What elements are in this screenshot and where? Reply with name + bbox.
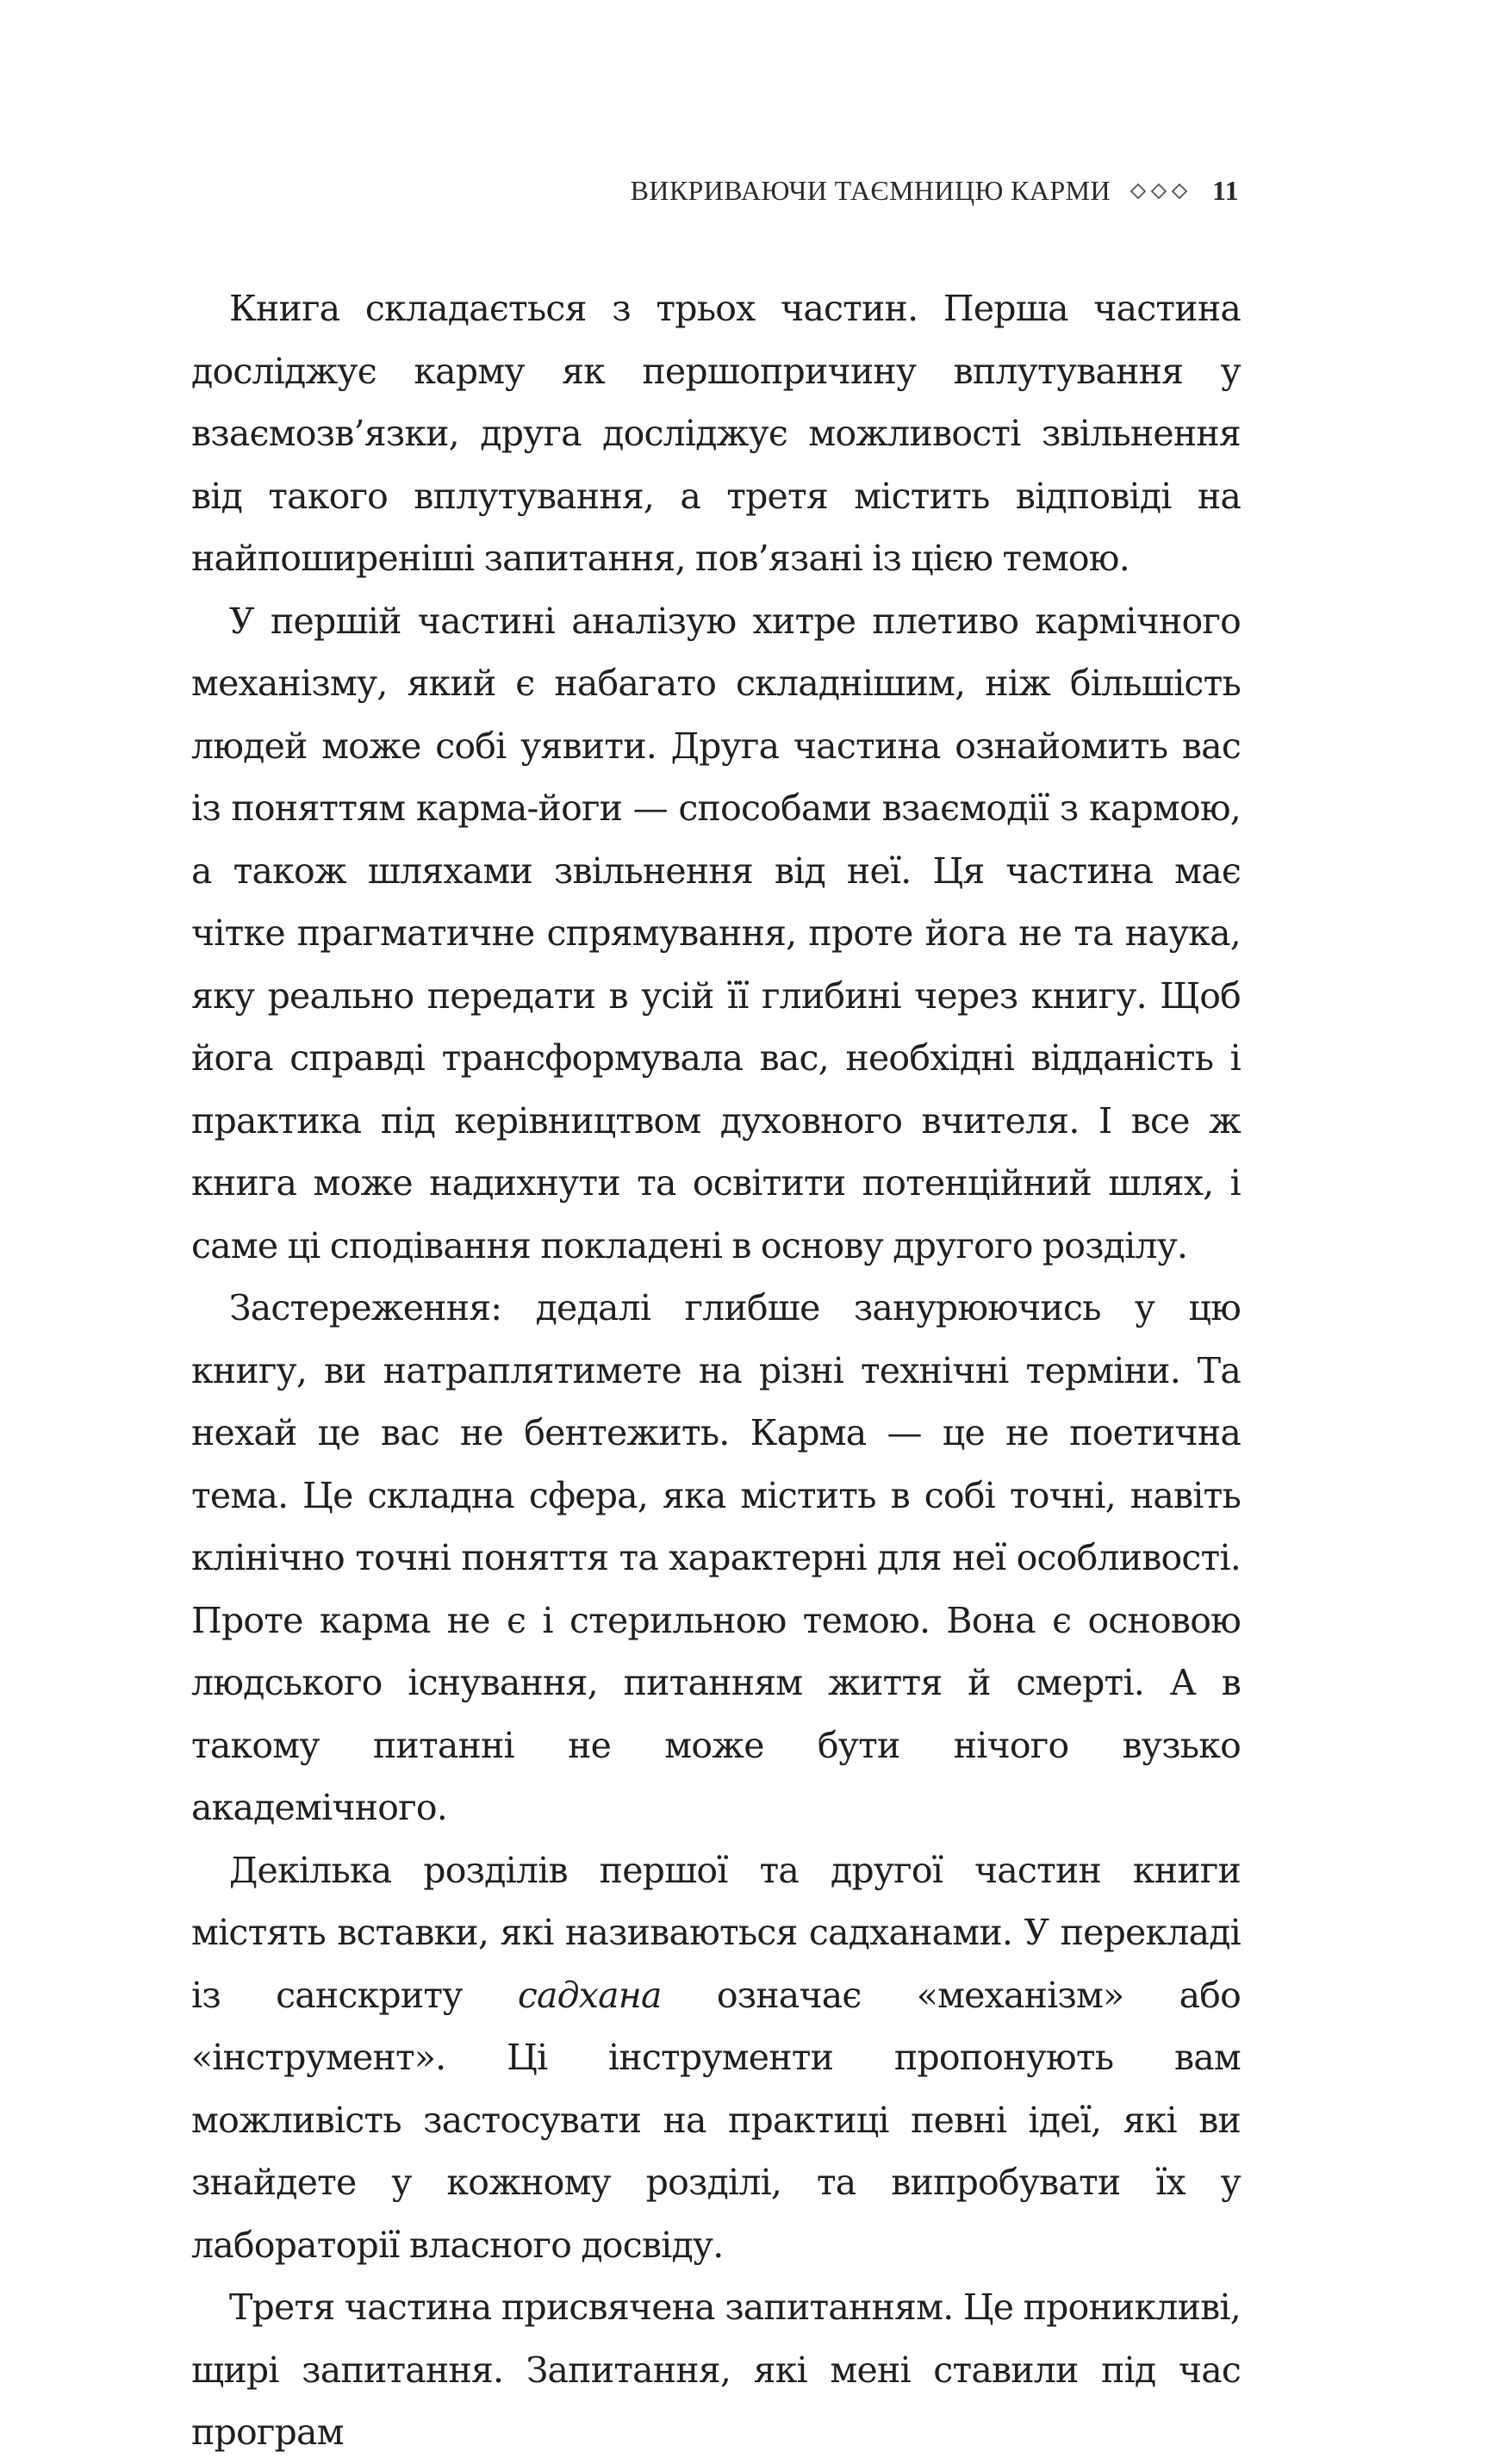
paragraph: Третя частина присвячена запитанням. Це проникливі, щирі запитання. Запитання, які мені ставили під час програм [191,2287,1241,2453]
three-diamonds-icon [1130,183,1188,200]
paragraph: Книга складається з трьох частин. Перша частина досліджує карму як першопричину вплутування у взаємозв’язки, друга досліджує можливості звільнення від такого вплутування, а третя містить відповіді на найпоширеніші запитання, пов’язані із цією темою. [191,288,1241,579]
paragraph-text: Декілька розділів першої та другої частин книги містять вставки, які називаються садханами. У перекладі із санскриту [191,1849,1241,2016]
paragraph: Застереження: дедалі глибше занурюючись у цю книгу, ви натраплятимете на різні технічні терміни. Та нехай це вас не бентежить. Карма — це не поетична тема. Це складна сфера, яка містить в собі точні, навіть клінічно точні поняття та характерні для неї особливості. Проте карма не є і стерильною темою. Вона є основою людського існування, питанням життя й смерті. А в такому питанні не може бути нічого вузько академічного. [191,1287,1241,1828]
body-text [191,277,1241,2464]
running-header [631,175,1239,207]
paragraph [191,1839,1241,2277]
running-header-title: ВИКРИВАЮЧИ ТАЄМНИЦЮ КАРМИ [630,175,1111,206]
emphasized-term: садхана [517,1974,662,2016]
paragraph: У першій частині аналізую хитре плетиво кармічного механізму, який є набагато складнішим, ніж більшість людей може собі уявити. Друга частина ознайомить вас із поняттям карма-йоги — способами взаємодії з кармою, а також шляхами звільнення від неї. Ця частина має чітке прагматичне спрямування, проте йога не та наука, яку реально передати в усій її глибині через книгу. Щоб йога справді трансформувала вас, необхідні відданість і практика під керівництвом духовного вчителя. І все ж книга може надихнути та освітити потенційний шлях, і саме ці сподівання покладені в основу другого розділу. [191,600,1241,1266]
paragraph-text: означає «механізм» або «інструмент». Ці інструменти пропонують вам можливість застосувати на практиці певні ідеї, які ви знайдете у кожному розділі, та випробувати їх у лабораторії власного досвіду. [191,1974,1241,2266]
page-number: 11 [1211,175,1239,206]
